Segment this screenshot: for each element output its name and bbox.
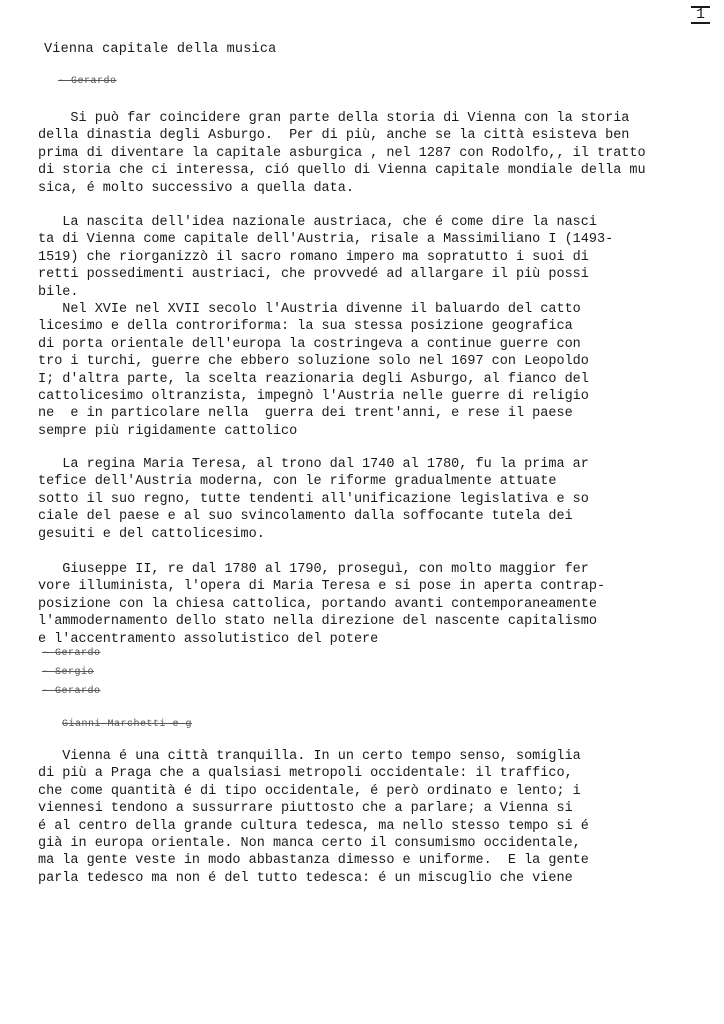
paragraph-2: La nascita dell'idea nazionale austriaca, che é come dire la nasci ta di Vienna come capitale dell'Austria, risale a Massimiliano I (1493- 1519) che riorganizzò il sacro romano impero ma sopratutto i suoi di retti possedimenti austriaci, che provvedé ad allargare il più possi bile. — [38, 215, 614, 300]
struck-annotation-item: - Gerardo — [42, 648, 101, 659]
paragraph-5: Giuseppe II, re dal 1780 al 1790, proseguì, con molto maggior fer vore illuminista, l'opera di Maria Teresa e si pose in aperta contrap- posizione con la chiesa cattolica, portando avanti contemporaneamente l'ammodernamento dello stato nella direzione del nascente capitalismo e l'accentramento assolutistico del potere — [38, 562, 606, 647]
paragraph-1: Si può far coincidere gran parte della storia di Vienna con la storia della dinastia degli Asburgo. Per di più, anche se la città esisteva ben prima di diventare la capitale asburgica , nel 1287 con Rodolfo,, il tratto di storia che ci interessa, ció quello di Vienna capitale mondiale della mu sica, é molto successivo a quella data. — [38, 111, 646, 196]
paragraph-4: La regina Maria Teresa, al trono dal 1740 al 1780, fu la prima ar tefice dell'Austria moderna, con le riforme gradualmente attuate sotto il suo regno, tutte tendenti all'unificazione legislativa e so ciale del paese e al suo svincolamento dalla soffocante tutela dei gesuiti e del cattolicesimo. — [38, 457, 589, 542]
struck-annotation: Gianni Marchetti e g — [62, 719, 193, 730]
struck-annotation-item: - Sergio — [42, 667, 95, 678]
struck-annotation-item: - Gerardo — [42, 686, 101, 697]
struck-annotation-list — [42, 648, 101, 705]
paragraph-3: Nel XVIe nel XVII secolo l'Austria divenne il baluardo del catto licesimo e della controriforma: la sua stessa posizione geografica di porta orientale dell'europa la costringeva a continue guerre con tro i turchi, guerre che ebbero soluzione solo nel 1697 con Leopoldo I; d'altra parte, la scelta reazionaria degli Asburgo, al fianco del cattolicesimo oltranzista, impegnò l'Austria nelle guerre di religio ne e in particolare nella guerra dei trent'anni, e rese il paese sempre più rigidamente cattolico — [38, 302, 589, 439]
paragraph-6: Vienna é una città tranquilla. In un certo tempo senso, somiglia di più a Praga che a qualsiasi metropoli occidentale: il traffico, che come quantità é di tipo occidentale, é però ordinato e lento; i viennesi tendono a sussurrare piuttosto che a parlare; a Vienna si é al centro della grande cultura tedesca, ma nello stesso tempo si é già in europa orientale. Non manca certo il consumismo occidentale, ma la gente veste in modo abbastanza dimesso e uniforme. E la gente parla tedesco ma non é del tutto tedesca: é un miscuglio che viene — [38, 749, 589, 886]
page-number: 1 — [691, 6, 710, 24]
struck-annotation: - Gerardo — [58, 76, 117, 87]
document-title: Vienna capitale della musica — [44, 42, 277, 57]
